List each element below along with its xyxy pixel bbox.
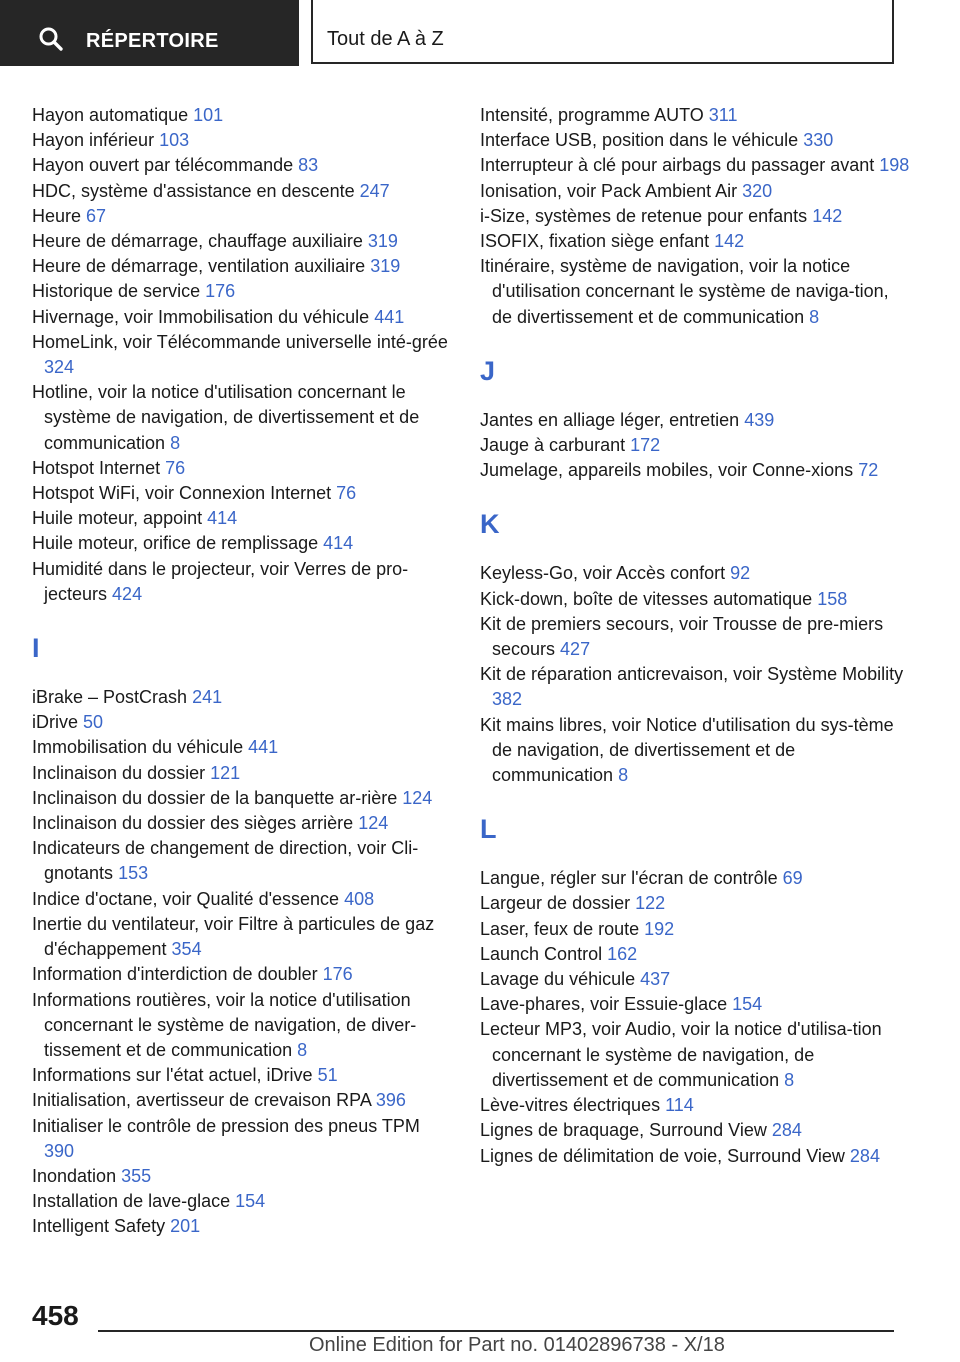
page-reference-link[interactable]: 8 [809,306,820,327]
index-entry [480,992,910,1017]
index-entry-text: Jumelage, appareils mobiles, voir Conne-xions [480,460,854,481]
page-reference-link[interactable]: 76 [336,483,357,504]
index-entry [32,735,452,760]
index-entry-text: Interrupteur à clé pour airbags du passager avant [480,155,875,176]
section-letter: L [480,814,497,845]
index-entry [480,1144,910,1169]
page-reference-link[interactable]: 50 [83,712,104,733]
index-entry-text: Immobilisation du véhicule [32,737,244,758]
index-entry [32,330,452,380]
page-reference-link[interactable]: 441 [248,737,279,758]
page-reference-link[interactable]: 414 [323,533,354,554]
index-entry-text: Intelligent Safety [32,1216,166,1237]
index-entry-text: Kit mains libres, voir Notice d'utilisation du sys-tème de navigation, de divertissement et de communication [480,714,894,786]
page-reference-link[interactable]: 382 [492,689,523,710]
index-entry [480,662,910,712]
page-reference-link[interactable]: 176 [322,964,353,985]
index-entry-text: Largeur de dossier [480,893,631,914]
page-reference-link[interactable]: 51 [317,1065,338,1086]
index-entry-text: Inclinaison du dossier de la banquette ar-rière [32,787,398,808]
index-entry-text: Installation de lave-glace [32,1191,231,1212]
index-entry [32,786,452,811]
search-tab[interactable] [0,0,299,66]
page-reference-link[interactable]: 390 [44,1140,75,1161]
index-column-left [32,103,452,1240]
page-reference-link[interactable]: 124 [358,813,389,834]
page-reference-link[interactable]: 124 [402,787,433,808]
index-entry [480,103,910,128]
index-entry [32,229,452,254]
page-reference-link[interactable]: 284 [771,1120,802,1141]
edition-text: Online Edition for Part no. 01402896738 - X/18 [309,1334,725,1356]
page-reference-link[interactable]: 355 [121,1165,152,1186]
index-entry [32,557,452,607]
page-reference-link[interactable]: 427 [560,639,591,660]
index-entry-text: Laser, feux de route [480,918,640,939]
index-entry [32,128,452,153]
index-entry-text: Informations routières, voir la notice d'utilisation concernant le système de navigation, de diver-tissement et de communication [32,989,417,1060]
page-reference-link[interactable]: 158 [817,588,848,609]
page-reference-link[interactable]: 67 [86,205,107,226]
page-reference-link[interactable]: 72 [858,460,879,481]
page-reference-link[interactable]: 153 [118,863,149,884]
index-entry-text: Lève-vitres électriques [480,1095,661,1116]
index-entry-text: HDC, système d'assistance en descente [32,180,355,201]
index-entry [32,305,452,330]
index-entry-text: Hayon inférieur [32,130,155,151]
page-reference-link[interactable]: 319 [367,231,398,252]
page-reference-link[interactable]: 284 [849,1145,880,1166]
index-entry-text: i-Size, systèmes de retenue pour enfants [480,205,808,226]
page-reference-link[interactable]: 121 [210,762,241,783]
index-entry [32,710,452,735]
index-entry [32,531,452,556]
index-entry-text: Information d'interdiction de doubler [32,964,318,985]
index-entry [32,811,452,836]
index-entry-text: Itinéraire, système de navigation, voir la notice d'utilisation concernant le système de naviga-tion, de divertissement et de communication [480,256,889,327]
index-entry-text: Jantes en alliage léger, entretien [480,409,740,430]
page-reference-link[interactable]: 439 [744,409,775,430]
index-entry [480,179,910,204]
page-reference-link[interactable]: 192 [644,918,675,939]
index-entry [32,912,452,962]
page-reference-link[interactable]: 247 [359,180,390,201]
page-reference-link[interactable]: 201 [170,1216,201,1237]
index-entry [32,761,452,786]
index-entry-text: Kick-down, boîte de vitesses automatique [480,588,813,609]
index-entry-text: Langue, régler sur l'écran de contrôle [480,868,778,889]
index-entry-text: Lignes de délimitation de voie, Surround View [480,1145,845,1166]
search-tab-label: RÉPERTOIRE [86,30,219,52]
index-entry [32,887,452,912]
section-letter: I [32,633,40,664]
index-entry [32,179,452,204]
index-entry [480,229,910,254]
section-letter: J [480,355,496,386]
page-reference-link[interactable]: 414 [207,508,238,529]
index-entry-text: Initialiser le contrôle de pression des pneus TPM [32,1115,420,1136]
page-reference-link[interactable]: 114 [665,1095,694,1116]
index-entry-text: Lecteur MP3, voir Audio, voir la notice d'utilisa-tion concernant le système de navigation, de divertissement et de communication [480,1019,882,1090]
index-entry [480,713,910,789]
page-reference-link[interactable]: 142 [812,205,843,226]
index-entry-text: Informations sur l'état actuel, iDrive [32,1065,313,1086]
index-entry [480,561,910,586]
index-entry [32,988,452,1064]
header [0,0,960,66]
page-reference-link[interactable]: 162 [607,943,638,964]
index-entry [480,942,910,967]
index-entry [32,836,452,886]
page-reference-link[interactable]: 142 [714,231,745,252]
page-reference-link[interactable]: 8 [618,765,629,786]
page-reference-link[interactable]: 69 [782,868,803,889]
index-entry [32,1164,452,1189]
index-entry [32,254,452,279]
index-entry-text: Inertie du ventilateur, voir Filtre à particules de gaz d'échappement [32,913,435,960]
page-reference-link[interactable]: 408 [344,888,375,909]
index-entry-text: HomeLink, voir Télécommande universelle inté-grée [32,331,448,352]
index-entry [480,891,910,916]
index-entry [480,612,910,662]
page-reference-link[interactable]: 319 [370,256,401,277]
index-entry [32,506,452,531]
index-entry-text: Huile moteur, appoint [32,508,203,529]
index-entry [32,1114,452,1164]
page-reference-link[interactable]: 324 [44,357,75,378]
index-entry [32,153,452,178]
page-reference-link[interactable]: 8 [170,432,181,453]
az-tab-label: Tout de A à Z [327,28,444,50]
index-entry [480,254,910,330]
index-entry [480,866,910,891]
page-reference-link[interactable]: 311 [708,105,738,125]
index-entry-text: Inclinaison du dossier des sièges arrière [32,813,354,834]
index-entry-text: Intensité, programme AUTO [480,105,704,125]
page-reference-link[interactable]: 154 [732,994,763,1015]
section-letter: K [480,509,500,540]
page-reference-link[interactable]: 122 [635,893,666,914]
index-entry [480,1093,910,1118]
index-entry-text: Indice d'octane, voir Qualité d'essence [32,888,340,909]
az-tab[interactable] [311,0,894,64]
page-reference-link[interactable]: 172 [630,435,661,456]
page-reference-link[interactable]: 330 [803,130,834,151]
index-entry [32,1063,452,1088]
index-entry-text: Inondation [32,1165,117,1186]
index-entry-text: Hayon automatique [32,105,189,125]
index-entry-text: Indicateurs de changement de direction, voir Cli-gnotants [32,838,419,884]
index-entry [480,458,910,483]
index-entry [480,204,910,229]
index-entry-text: Kit de premiers secours, voir Trousse de pre-miers secours [480,613,884,660]
index-entry-text: Heure [32,205,82,226]
index-entry-text: Historique de service [32,281,201,302]
page-number: 458 [32,1300,79,1331]
index-entry-text: iBrake – PostCrash [32,687,188,708]
index-entry [480,967,910,992]
page-reference-link[interactable]: 441 [374,306,405,327]
index-entry-text: Initialisation, avertisseur de crevaison RPA [32,1090,371,1111]
index-entry-text: Launch Control [480,943,603,964]
index-entry-text: Hotline, voir la notice d'utilisation concernant le système de navigation, de divertissement et de communication [32,382,420,453]
page-reference-link[interactable]: 103 [159,130,190,151]
index-entry [480,1017,910,1093]
page-reference-link[interactable]: 241 [192,687,223,708]
index-entry [32,456,452,481]
page-reference-link[interactable]: 437 [640,969,671,990]
index-entry-text: Huile moteur, orifice de remplissage [32,533,319,554]
page-reference-link[interactable]: 8 [784,1069,795,1090]
index-entry-text: Inclinaison du dossier [32,762,206,783]
index-entry-text: Hotspot WiFi, voir Connexion Internet [32,483,332,504]
index-entry-text: Humidité dans le projecteur, voir Verres de pro-jecteurs [32,558,409,604]
page-reference-link[interactable]: 354 [171,939,202,960]
search-icon [38,26,64,52]
index-entry-text: Interface USB, position dans le véhicule [480,130,799,151]
page-reference-link[interactable]: 8 [297,1039,308,1060]
footer-divider [98,1330,894,1332]
page-reference-link[interactable]: 320 [742,180,773,201]
page-reference-link[interactable]: 424 [112,583,143,604]
index-entry [480,408,910,433]
index-entry [480,917,910,942]
index-entry [32,1214,452,1239]
page-reference-link[interactable]: 176 [205,281,236,302]
index-entry-text: Heure de démarrage, ventilation auxiliaire [32,256,366,277]
index-entry-text: Hayon ouvert par télécommande [32,155,294,176]
index-entry-text: Heure de démarrage, chauffage auxiliaire [32,231,363,252]
index-entry [32,103,452,128]
index-entry [32,279,452,304]
index-entry [32,1088,452,1113]
page-reference-link[interactable]: 92 [730,563,751,584]
index-entry-text: Keyless-Go, voir Accès confort [480,563,726,584]
page-reference-link[interactable]: 396 [375,1090,406,1111]
page-reference-link[interactable]: 198 [879,155,910,176]
page-reference-link[interactable]: 76 [165,457,186,478]
index-entry [32,481,452,506]
index-entry [480,587,910,612]
index-entry [32,685,452,710]
index-entry [480,128,910,153]
index-column-right [480,103,910,1169]
index-entry-text: Kit de réparation anticrevaison, voir Système Mobility [480,664,904,685]
index-entry [32,204,452,229]
page-reference-link[interactable]: 154 [235,1191,266,1212]
index-entry-text: ISOFIX, fixation siège enfant [480,231,710,252]
index-entry-text: Jauge à carburant [480,435,626,456]
index-entry-text: iDrive [32,712,79,733]
index-entry [32,1189,452,1214]
index-entry [480,433,910,458]
index-entry [480,1118,910,1143]
page-reference-link[interactable]: 83 [298,155,319,176]
index-entry [32,962,452,987]
page-reference-link[interactable]: 101 [193,105,224,125]
index-entry-text: Hivernage, voir Immobilisation du véhicule [32,306,370,327]
index-entry-text: Lavage du véhicule [480,969,636,990]
index-entry-text: Lave-phares, voir Essuie-glace [480,994,728,1015]
index-entry [480,153,910,178]
index-entry-text: Hotspot Internet [32,457,161,478]
index-entry-text: Lignes de braquage, Surround View [480,1120,767,1141]
index-entry [32,380,452,456]
index-entry-text: Ionisation, voir Pack Ambient Air [480,180,738,201]
